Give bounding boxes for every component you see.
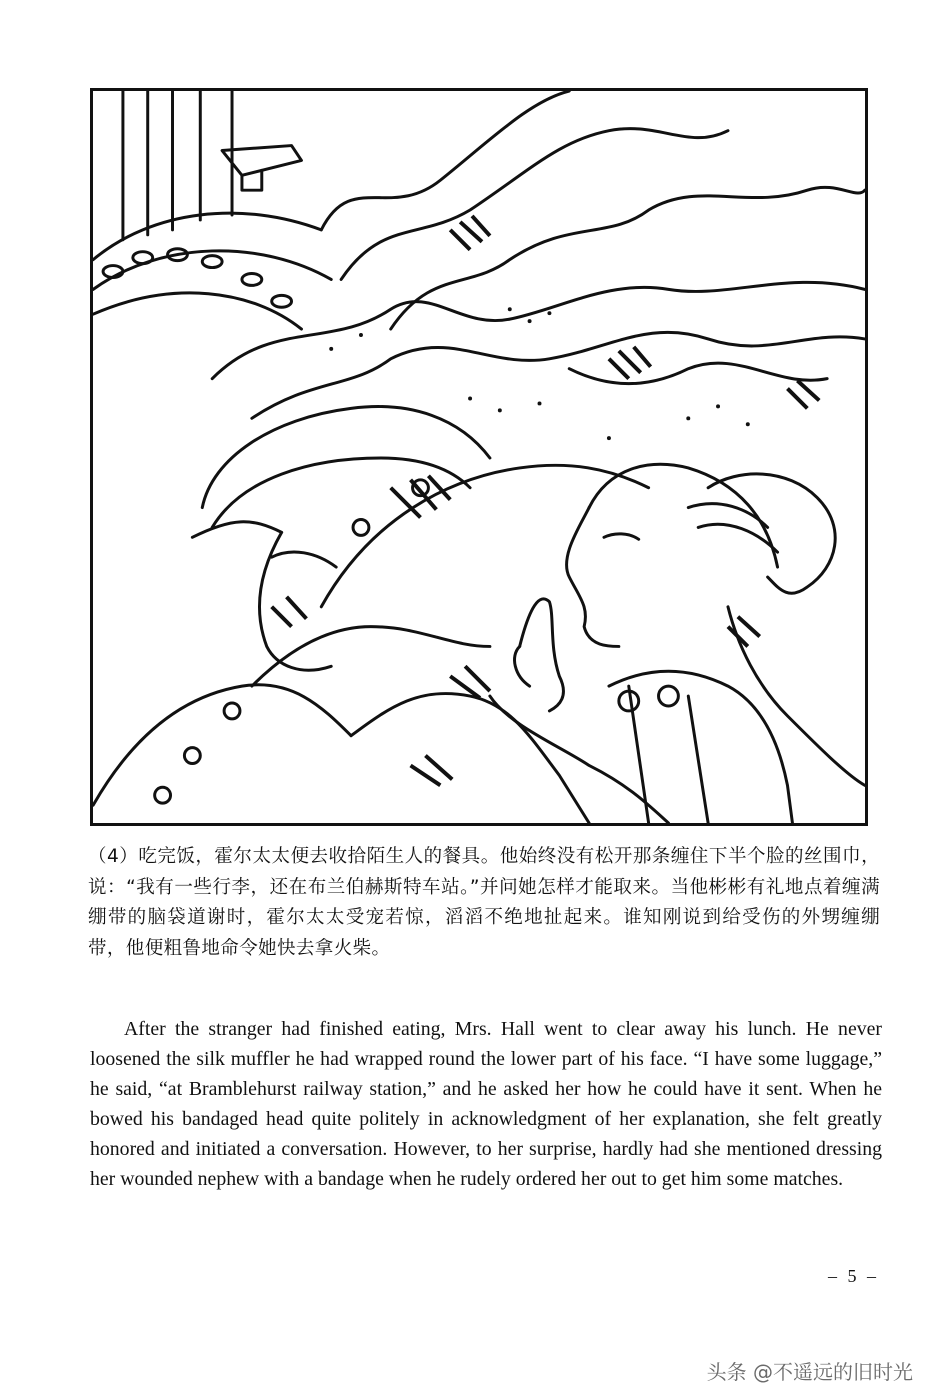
ink-drawing-icon xyxy=(93,91,865,823)
english-paragraph: After the stranger had finished eating, Mrs. Hall went to clear away his lunch. He never loosened the silk muffler he had wrapped round the lower part of his face. “I have some luggage,” he said, “at Bramblehurst railway station,” and he asked her how he could have it sent. When he bowed his bandaged head quite politely in acknowledgment of her explanation, she felt greatly honored and initiated a conversation. However, to her surprise, hardly had she mentioned dressing her wounded nephew with a bandage when he rudely ordered her out to get him some matches. xyxy=(90,1018,882,1190)
watermark: 头条 @不遥远的旧时光 xyxy=(706,1360,913,1384)
illustration-frame xyxy=(90,88,868,826)
chinese-paragraph: （4）吃完饭，霍尔太太便去收拾陌生人的餐具。他始终没有松开那条缠住下半个脸的丝围巾，说：“我有一些行李，还在布兰伯赫斯特车站。”并问她怎样才能取来。当他彬彬有礼地点着缠满绷带的脑袋道谢时，霍尔太太受宠若惊，滔滔不绝地扯起来。谁知刚说到给受伤的外甥缠绷带，他便粗鲁地命令她快去拿火柴。 xyxy=(88,846,880,959)
page-number: – 5 – xyxy=(828,1266,879,1286)
